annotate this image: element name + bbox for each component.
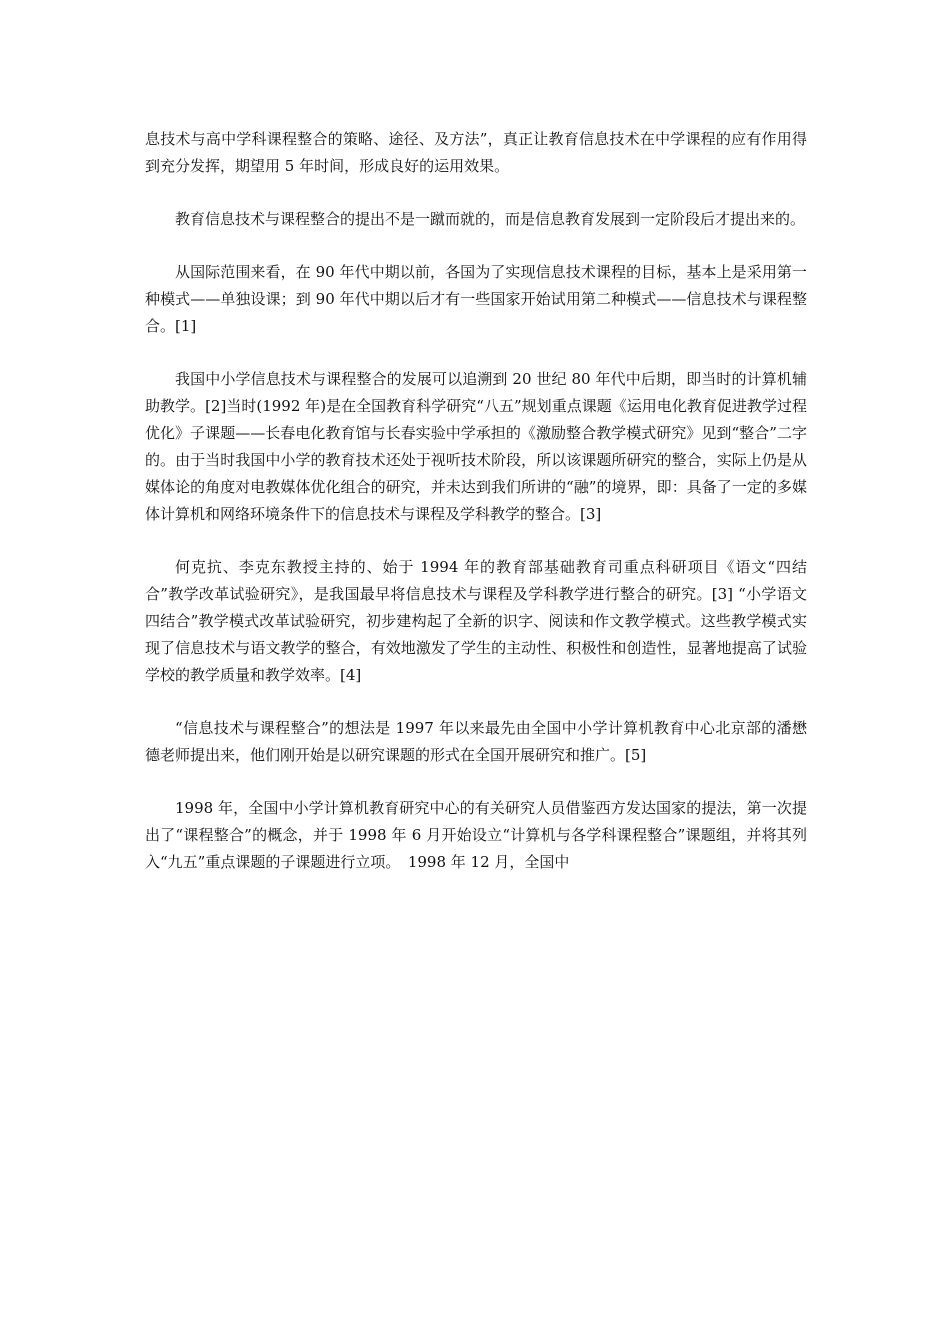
paragraph-7: 1998 年，全国中小学计算机教育研究中心的有关研究人员借鉴西方发达国家的提法，第一次提出了“课程整合”的概念，并于 1998 年 6 月开始设立“计算机与各学科课程整合”课题组，并将其列入“九五”重点课题的子课题进行立项。 1998 年 12 月，全国中 — [145, 799, 807, 871]
paragraph-6: “信息技术与课程整合”的想法是 1997 年以来最先由全国中小学计算机教育中心北京部的潘懋德老师提出来，他们刚开始是以研究课题的形式在全国开展研究和推广。[5] — [145, 719, 807, 764]
document-body — [145, 126, 807, 902]
paragraph-5: 何克抗、李克东教授主持的、始于 1994 年的教育部基础教育司重点科研项目《语文“四结合”教学改革试验研究》，是我国最早将信息技术与课程及学科教学进行整合的研究。[3] “小学语文四结合”教学模式改革试验研究，初步建构起了全新的识字、阅读和作文教学模式。这些教学模式实现了信息技术与语文教学的整合，有效地激发了学生的主动性、积极性和创造性，显著地提高了试验学校的教学质量和教学效率。[4] — [145, 558, 807, 684]
paragraph-3: 从国际范围来看，在 90 年代中期以前，各国为了实现信息技术课程的目标，基本上是采用第一种模式——单独设课；到 90 年代中期以后才有一些国家开始试用第二种模式——信息技术与课程整合。[1] — [145, 263, 807, 335]
paragraph-2: 教育信息技术与课程整合的提出不是一蹴而就的，而是信息教育发展到一定阶段后才提出来的。 — [175, 210, 806, 228]
paragraph-1: 息技术与高中学科课程整合的策略、途径、及方法”，真正让教育信息技术在中学课程的应有作用得到充分发挥，期望用 5 年时间，形成良好的运用效果。 — [145, 130, 807, 175]
paragraph-4: 我国中小学信息技术与课程整合的发展可以追溯到 20 世纪 80 年代中后期，即当时的计算机辅助教学。[2]当时(1992 年)是在全国教育科学研究“八五”规划重点课题《运用电化教育促进教学过程优化》子课题——长春电化教育馆与长春实验中学承担的《激励整合教学模式研究》见到“整合”二字的。由于当时我国中小学的教育技术还处于视听技术阶段，所以该课题所研究的整合，实际上仍是从媒体论的角度对电教媒体优化组合的研究，并未达到我们所讲的“融”的境界，即：具备了一定的多媒体计算机和网络环境条件下的信息技术与课程及学科教学的整合。[3] — [145, 370, 807, 523]
